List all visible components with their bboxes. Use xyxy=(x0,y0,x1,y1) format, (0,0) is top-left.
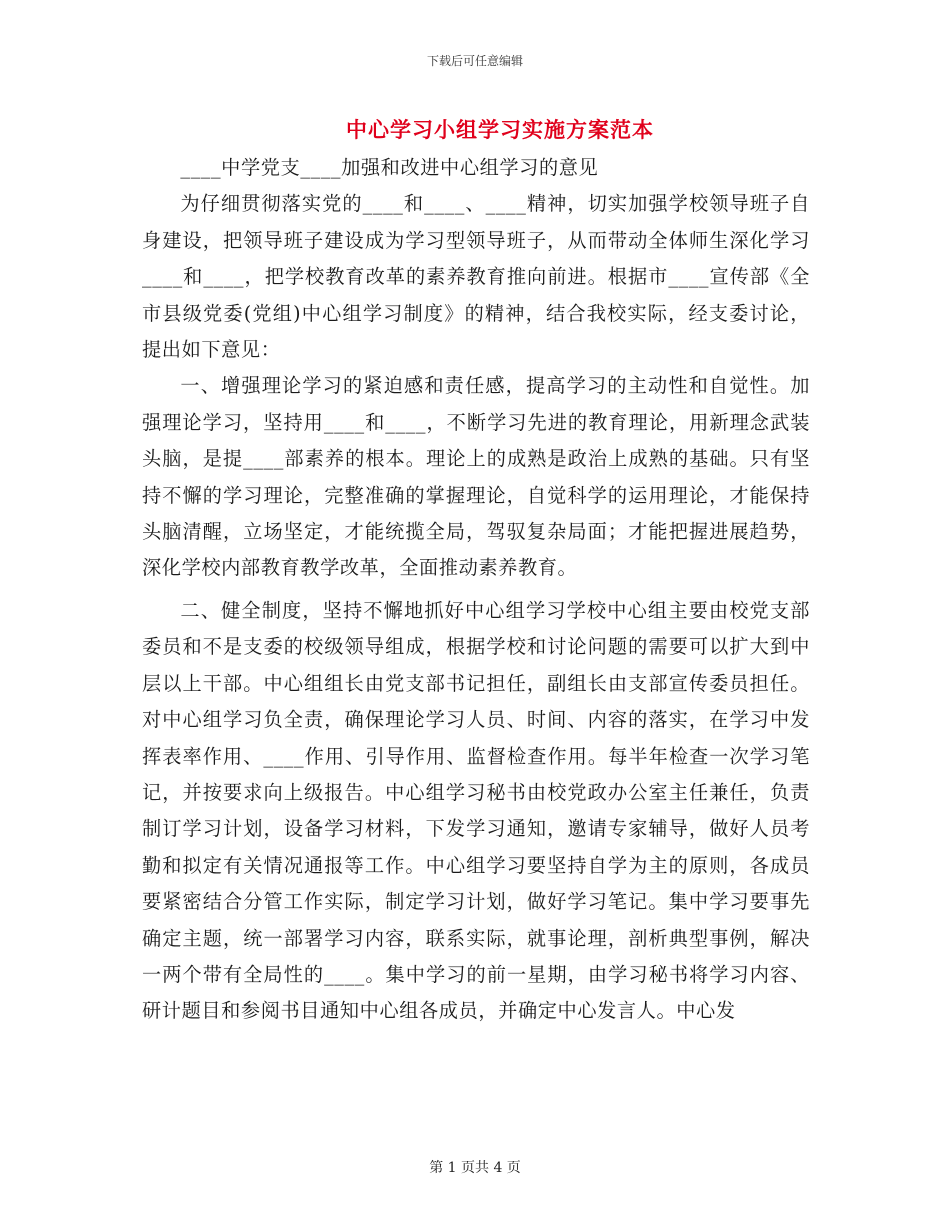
page-header-note: 下载后可任意编辑 xyxy=(426,54,523,68)
section-one-paragraph: 一、增强理论学习的紧迫感和责任感，提高学习的主动性和自觉性。加强理论学习，坚持用____和____，不断学习先进的教育理论，用新理念武装头脑，是提____部素养的根本。理论上的成熟是政治上成熟的基础。只有坚持不懈的学习理论，完整准确的掌握理论，自觉科学的运用理论，才能保持头脑清醒，立场坚定，才能统揽全局，驾驭复杂局面；才能把握进展趋势，深化学校内部教育教学改革，全面推动素养教育。 xyxy=(142,374,810,580)
page-number: 第 1 页共 4 页 xyxy=(429,1160,521,1176)
intro-paragraph: 为仔细贯彻落实党的____和____、____精神，切实加强学校领导班子自身建设，把领导班子建设成为学习型领导班子，从而带动全体师生深化学习____和____，把学校教育改革的素养教育推向前进。根据市____宣传部《全市县级党委(党组)中心组学习制度》的精神，结合我校实际，经支委讨论，提出如下意见： xyxy=(142,192,810,362)
subtitle-paragraph: ____中学党支____加强和改进中心组学习的意见 xyxy=(180,156,599,179)
document-body xyxy=(142,150,810,1030)
section-two-paragraph: 二、健全制度，坚持不懈地抓好中心组学习学校中心组主要由校党支部委员和不是支委的校级领导组成，根据学校和讨论问题的需要可以扩大到中层以上干部。中心组组长由党支部书记担任，副组长由支部宣传委员担任。对中心组学习负全责，确保理论学习人员、时间、内容的落实，在学习中发挥表率作用、____作用、引导作用、监督检查作用。每半年检查一次学习笔记，并按要求向上级报告。中心组学习秘书由校党政办公室主任兼任，负责制订学习计划，设备学习材料，下发学习通知，邀请专家辅导，做好人员考勤和拟定有关情况通报等工作。中心组学习要坚持自学为主的原则，各成员要紧密结合分管工作实际，制定学习计划，做好学习笔记。集中学习要事先确定主题，统一部署学习内容，联系实际，就事论理，剖析典型事例，解决一两个带有全局性的____。集中学习的前一星期，由学习秘书将学习内容、研计题目和参阅书目通知中心组各成员，并确定中心发言人。中心发 xyxy=(142,598,810,1023)
document-title: 中心学习小组学习实施方案范本 xyxy=(346,117,654,142)
